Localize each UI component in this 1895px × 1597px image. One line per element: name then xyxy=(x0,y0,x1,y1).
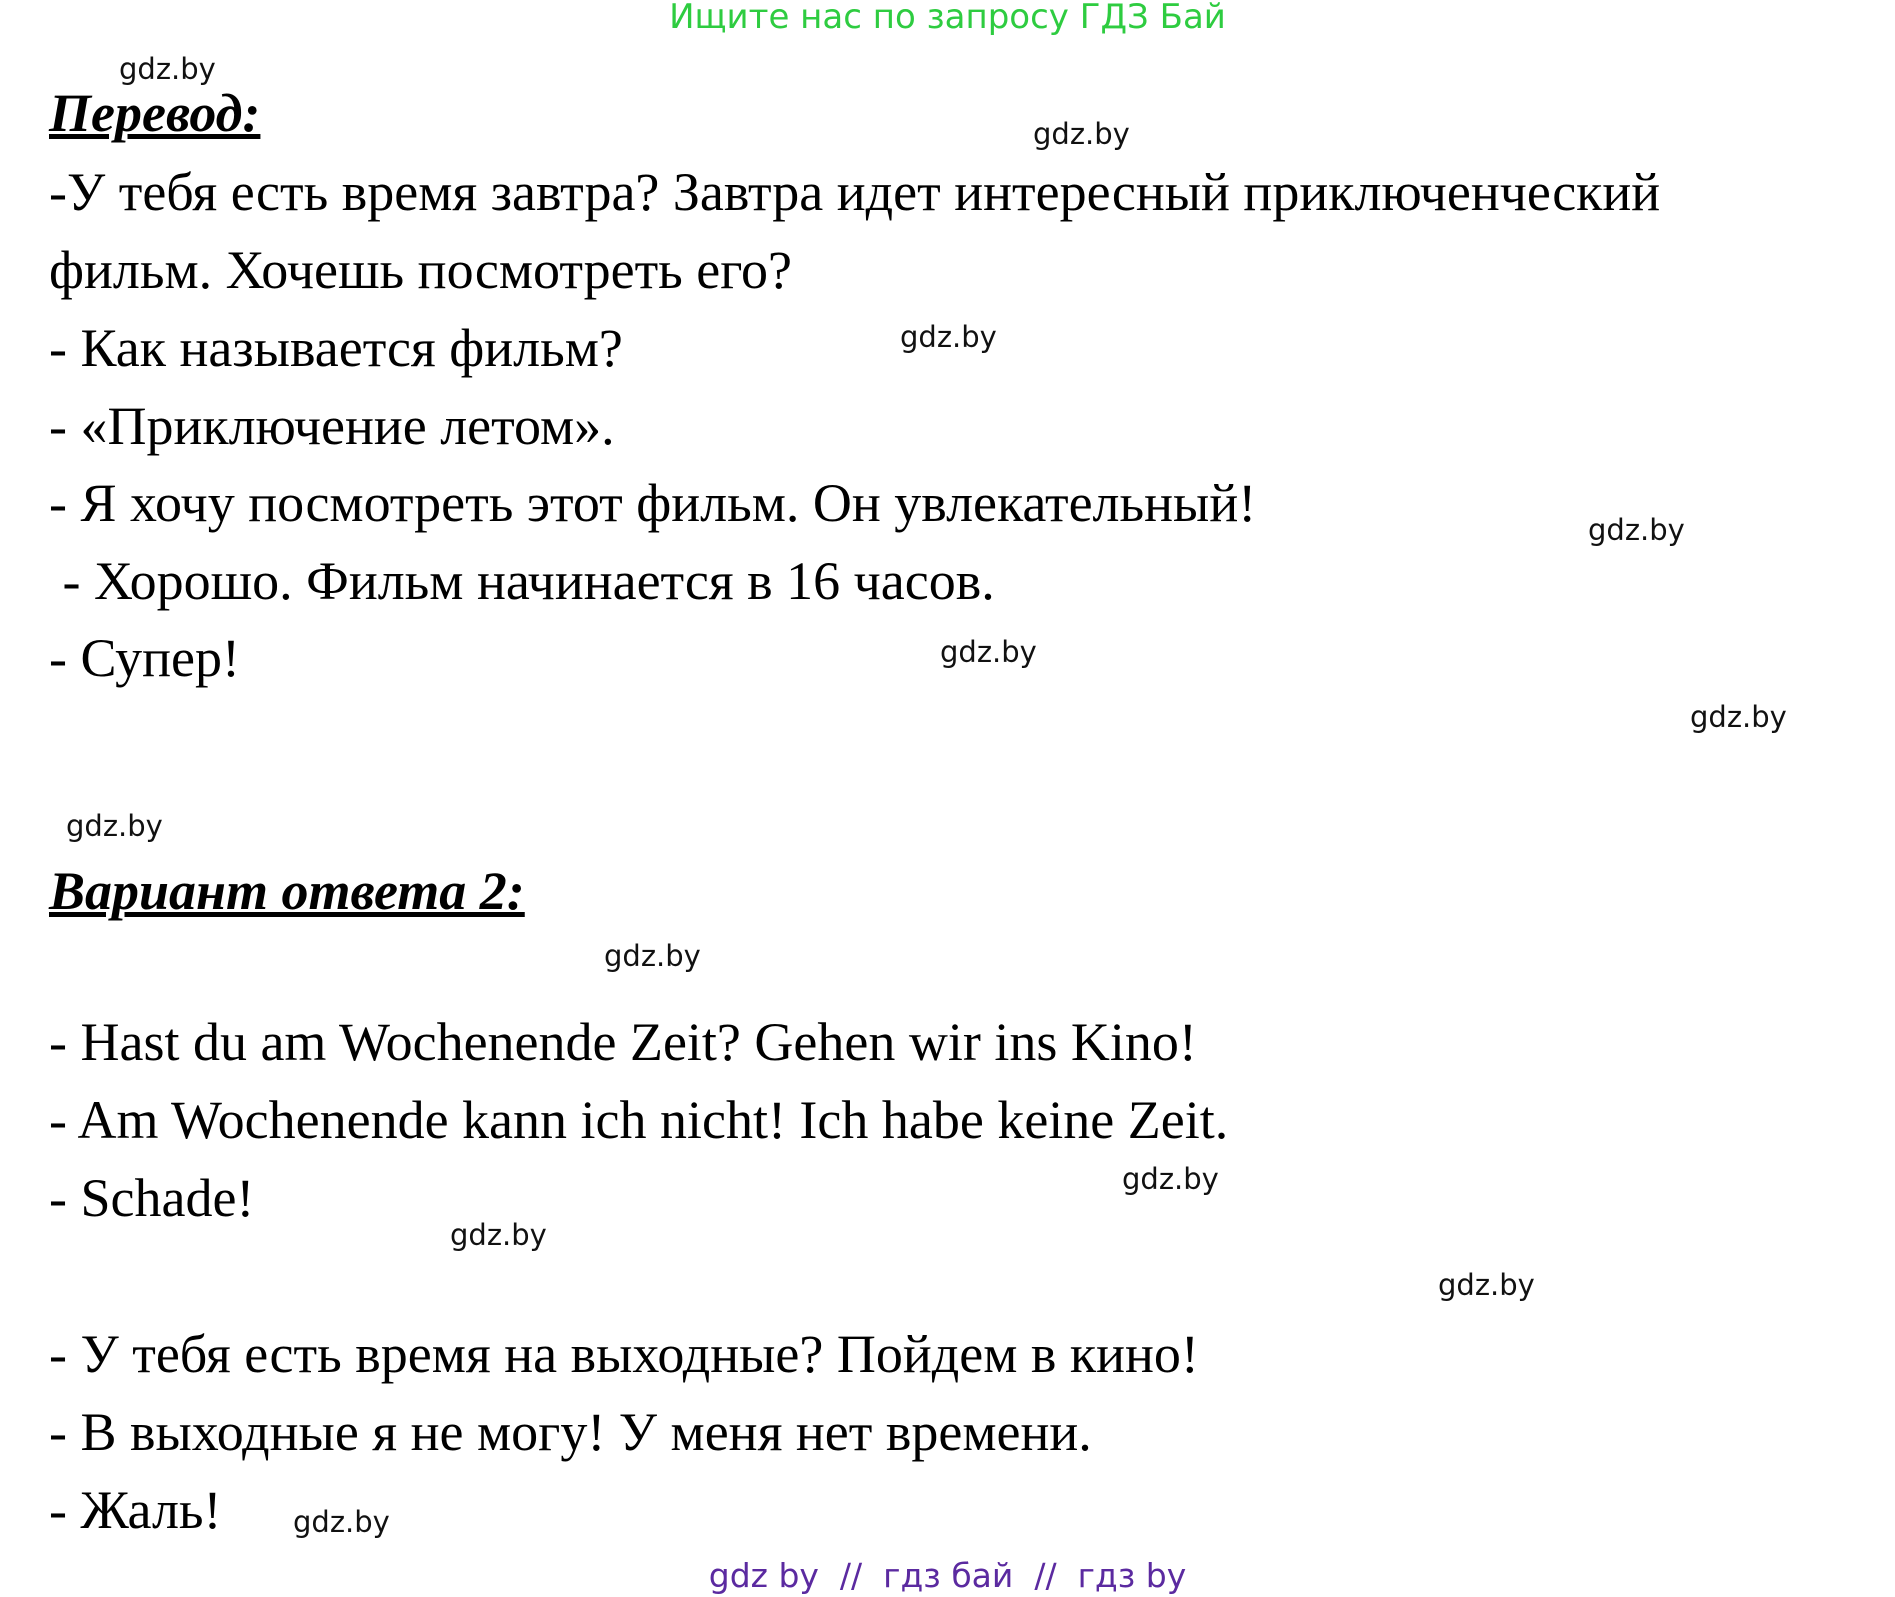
translation-heading: Перевод: xyxy=(49,83,261,143)
translation-line: - Как называется фильм? xyxy=(49,318,623,378)
russian-line: - Жаль! xyxy=(49,1480,222,1540)
translation-line: - «Приключение летом». xyxy=(49,396,615,456)
footer-link-gdz-by[interactable]: gdz by xyxy=(708,1556,819,1595)
footer-link-gdz-by-2[interactable]: гдз by xyxy=(1077,1556,1187,1595)
footer-separator: // xyxy=(1013,1556,1078,1595)
variant2-heading: Вариант ответа 2: xyxy=(49,861,525,921)
translation-line: -У тебя есть время завтра? Завтра идет интересный приключенческий xyxy=(49,162,1661,222)
russian-line: - У тебя есть время на выходные? Пойдем в кино! xyxy=(49,1324,1199,1384)
translation-line: - Я хочу посмотреть этот фильм. Он увлекательный! xyxy=(49,473,1257,533)
translation-line: фильм. Хочешь посмотреть его? xyxy=(49,240,793,300)
translation-line: - Супер! xyxy=(49,628,241,688)
watermark: gdz.by xyxy=(900,320,997,354)
watermark: gdz.by xyxy=(119,52,216,86)
german-line: - Hast du am Wochenende Zeit? Gehen wir ins Kino! xyxy=(49,1012,1197,1072)
watermark: gdz.by xyxy=(293,1505,390,1539)
german-line: - Schade! xyxy=(49,1168,255,1228)
watermark: gdz.by xyxy=(1588,513,1685,547)
footer-link-gdz-bai[interactable]: гдз бай xyxy=(883,1556,1014,1595)
top-banner xyxy=(0,0,1895,36)
watermark: gdz.by xyxy=(450,1218,547,1252)
translation-line: - Хорошо. Фильм начинается в 16 часов. xyxy=(49,551,995,611)
banner-text: Ищите нас по запросу ГДЗ Бай xyxy=(669,0,1226,37)
watermark: gdz.by xyxy=(1690,700,1787,734)
watermark: gdz.by xyxy=(604,939,701,973)
watermark: gdz.by xyxy=(66,809,163,843)
watermark: gdz.by xyxy=(1122,1162,1219,1196)
watermark: gdz.by xyxy=(940,635,1037,669)
watermark: gdz.by xyxy=(1033,117,1130,151)
footer-separator: // xyxy=(818,1556,884,1595)
russian-line: - В выходные я не могу! У меня нет времени. xyxy=(49,1402,1092,1462)
watermark: gdz.by xyxy=(1438,1268,1535,1302)
footer xyxy=(0,1557,1895,1595)
german-line: - Am Wochenende kann ich nicht! Ich habe keine Zeit. xyxy=(49,1090,1229,1150)
